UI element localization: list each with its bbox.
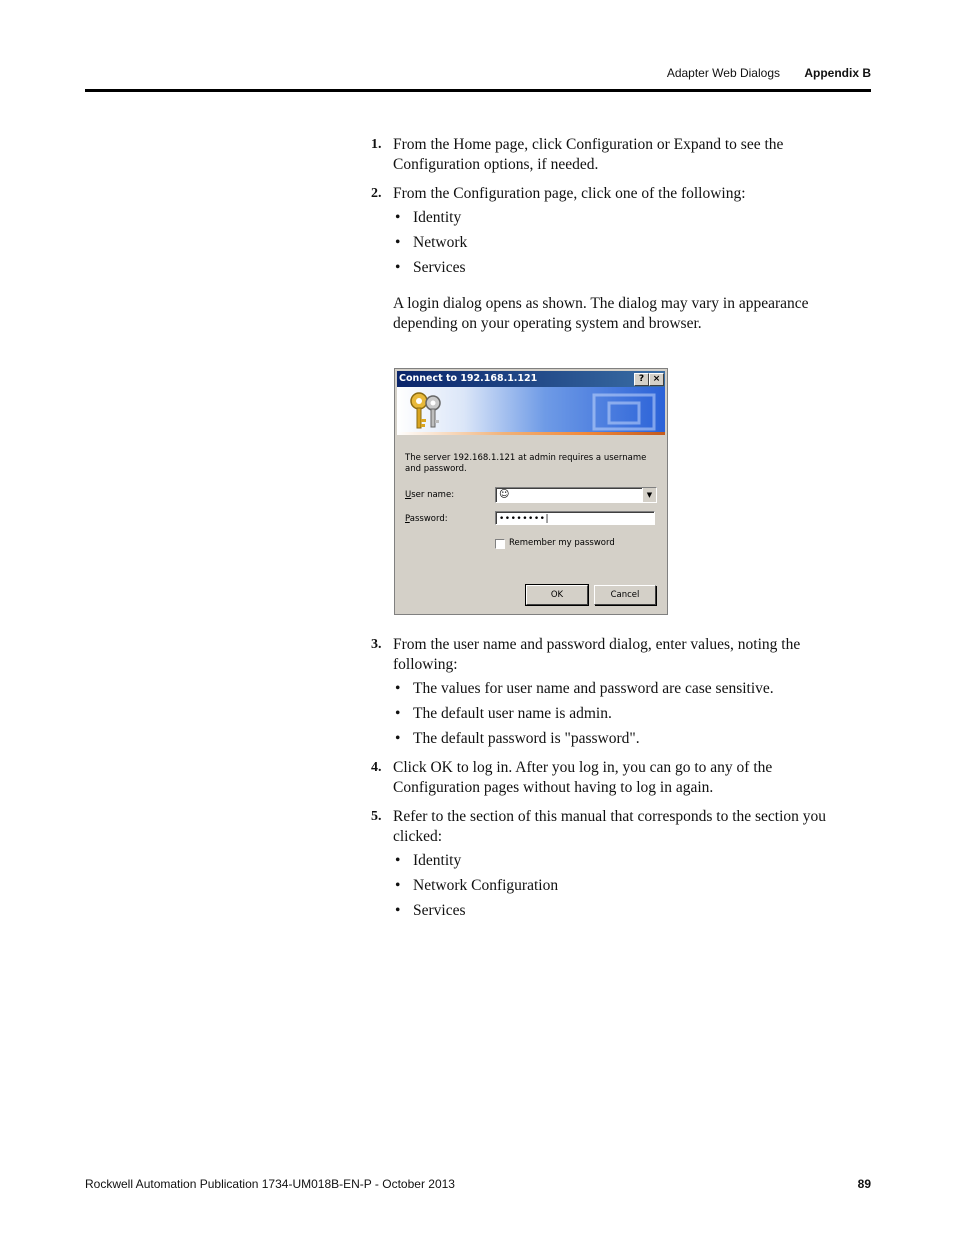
banner-decoration xyxy=(589,391,659,431)
remember-label: Remember my password xyxy=(509,538,615,548)
header-section-title: Adapter Web Dialogs xyxy=(666,66,780,80)
step-2 xyxy=(368,184,848,278)
list-item: • The default user name is admin. xyxy=(393,704,848,724)
banner-stripe xyxy=(397,432,665,435)
header-appendix: Appendix B xyxy=(804,66,871,80)
page-number: 89 xyxy=(857,1177,871,1191)
step-number: 1. xyxy=(371,137,382,152)
list-item: • Network xyxy=(393,233,848,253)
list-item: • Services xyxy=(393,901,848,921)
step-text: From the Configuration page, click one of the following: xyxy=(393,185,746,202)
note-paragraph: A login dialog opens as shown. The dialog may vary in appearance depending on your operating system and browser. xyxy=(393,295,809,332)
close-icon[interactable]: × xyxy=(649,373,664,386)
bullet-list xyxy=(393,208,848,278)
login-dialog-screenshot xyxy=(394,368,668,615)
list-item: • The default password is "password". xyxy=(393,729,848,749)
dialog-banner xyxy=(397,387,665,435)
cancel-button[interactable]: Cancel xyxy=(594,585,656,605)
user-icon: ☺ xyxy=(499,489,510,500)
header-rule xyxy=(85,89,871,92)
list-item: • Network Configuration xyxy=(393,876,848,896)
username-label: User name: xyxy=(405,490,455,500)
username-combobox[interactable] xyxy=(495,487,657,503)
step-number: 2. xyxy=(371,186,382,201)
bullet-list xyxy=(393,679,848,749)
step-text: From the Home page, click Configuration or Expand to see the Configuration options, if needed. xyxy=(393,136,784,173)
step-number: 4. xyxy=(371,760,382,775)
step-5 xyxy=(368,807,848,921)
list-item: • Services xyxy=(393,258,848,278)
password-field[interactable]: ••••••••| xyxy=(495,511,655,525)
step-text: From the user name and password dialog, enter values, noting the following: xyxy=(393,636,801,673)
ok-button[interactable]: OK xyxy=(526,585,588,605)
document-body-continued xyxy=(368,635,848,930)
keys-icon xyxy=(405,389,445,433)
help-icon[interactable]: ? xyxy=(634,373,649,386)
dialog-title: Connect to 192.168.1.121 xyxy=(399,373,538,384)
step-3 xyxy=(368,635,848,749)
page-header xyxy=(85,66,871,84)
step-text: Click OK to log in. After you log in, you can go to any of the Configuration pages without having to log in again. xyxy=(393,759,773,796)
publication-id: Rockwell Automation Publication 1734-UM018B-EN-P - October 2013 xyxy=(85,1177,455,1191)
step-4 xyxy=(368,758,848,798)
chevron-down-icon[interactable]: ▼ xyxy=(642,488,656,502)
remember-checkbox[interactable] xyxy=(495,539,505,549)
dialog-message: The server 192.168.1.121 at admin requires a username and password. xyxy=(405,453,647,474)
step-text: Refer to the section of this manual that corresponds to the section you clicked: xyxy=(393,808,827,845)
step-number: 5. xyxy=(371,809,382,824)
document-body xyxy=(368,135,848,334)
list-item: • Identity xyxy=(393,851,848,871)
step-1 xyxy=(368,135,848,175)
dialog-titlebar xyxy=(397,371,665,387)
step-number: 3. xyxy=(371,637,382,652)
list-item: • The values for user name and password are case sensitive. xyxy=(393,679,848,699)
list-item: • Identity xyxy=(393,208,848,228)
bullet-list xyxy=(393,851,848,921)
password-label: Password: xyxy=(405,514,448,524)
